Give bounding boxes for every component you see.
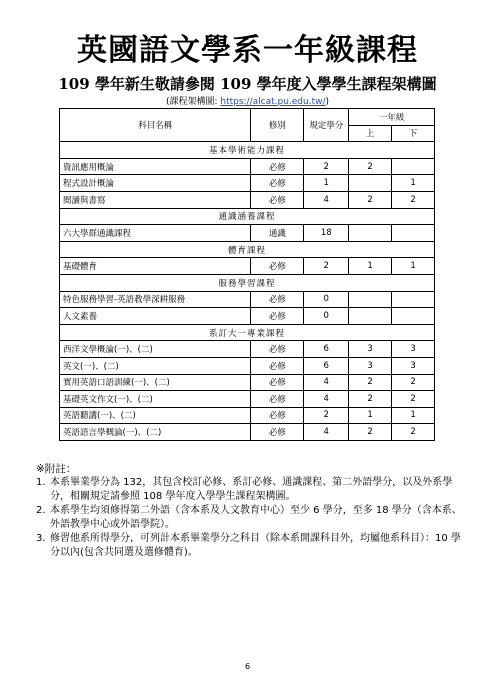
second-semester-credits: 2 bbox=[392, 424, 435, 441]
curriculum-url-line bbox=[0, 96, 495, 108]
header-second-semester: 下 bbox=[392, 125, 435, 142]
course-type: 必修 bbox=[251, 308, 304, 325]
course-type: 必修 bbox=[251, 407, 304, 424]
section-title: 服務學習課程 bbox=[60, 274, 435, 291]
first-semester-credits: 2 bbox=[349, 158, 392, 175]
page-title: 英國語文學系一年級課程 bbox=[77, 33, 418, 68]
course-name: 基礎體育 bbox=[60, 258, 251, 275]
header-type: 修別 bbox=[251, 109, 304, 142]
course-credits: 4 bbox=[304, 374, 349, 391]
header-first-semester: 上 bbox=[349, 125, 392, 142]
note-text: 本系學生均須修得第二外語（含本系及人文教育中心）至少 6 學分，至多 18 學分（含本系、外語教學中心或外語學院）。 bbox=[50, 505, 462, 530]
note-number: 3. bbox=[36, 533, 46, 544]
note-number: 1. bbox=[36, 477, 46, 488]
first-semester-credits: 2 bbox=[349, 424, 392, 441]
second-semester-credits: 2 bbox=[392, 191, 435, 208]
table-row bbox=[60, 424, 435, 441]
course-credits: 0 bbox=[304, 308, 349, 325]
section-row bbox=[60, 324, 435, 341]
notes-list bbox=[36, 476, 466, 560]
course-type: 必修 bbox=[251, 424, 304, 441]
course-type: 通識 bbox=[251, 225, 304, 242]
section-row bbox=[60, 274, 435, 291]
table-row bbox=[60, 258, 435, 275]
first-semester-credits bbox=[349, 308, 392, 325]
course-name: 英語聽講(一)、(二) bbox=[60, 407, 251, 424]
section-title: 體育課程 bbox=[60, 241, 435, 258]
course-name: 基礎英文作文(一)、(二) bbox=[60, 391, 251, 408]
page-number: 6 bbox=[244, 662, 251, 671]
course-name: 特色服務學習-英語教學深耕服務 bbox=[60, 291, 251, 308]
course-table bbox=[59, 108, 435, 441]
note-item bbox=[36, 532, 466, 560]
first-semester-credits bbox=[349, 175, 392, 192]
section-row bbox=[60, 208, 435, 225]
course-name: 實用英語口語訓練(一)、(二) bbox=[60, 374, 251, 391]
header-year: 一年級 bbox=[349, 109, 435, 126]
course-name: 英語語言學概論(一)、(二) bbox=[60, 424, 251, 441]
course-credits: 6 bbox=[304, 357, 349, 374]
second-semester-credits: 1 bbox=[392, 258, 435, 275]
course-type: 必修 bbox=[251, 158, 304, 175]
second-semester-credits: 3 bbox=[392, 357, 435, 374]
course-credits: 0 bbox=[304, 291, 349, 308]
course-name: 六大學群通識課程 bbox=[60, 225, 251, 242]
course-credits: 1 bbox=[304, 175, 349, 192]
table-row bbox=[60, 391, 435, 408]
section-row bbox=[60, 142, 435, 159]
second-semester-credits: 1 bbox=[392, 407, 435, 424]
table-row bbox=[60, 374, 435, 391]
course-credits: 4 bbox=[304, 191, 349, 208]
course-name: 程式設計概論 bbox=[60, 175, 251, 192]
url-suffix: ) bbox=[325, 97, 330, 107]
second-semester-credits bbox=[392, 158, 435, 175]
course-type: 必修 bbox=[251, 175, 304, 192]
note-text: 本系畢業學分為 132，其包含校訂必修、系訂必修、通識課程、第二外語學分，以及外系學分，相關規定請參照 108 學年度入學學生課程架構圖。 bbox=[50, 477, 453, 502]
table-row bbox=[60, 175, 435, 192]
course-credits: 4 bbox=[304, 391, 349, 408]
curriculum-link[interactable]: https://alcat.pu.edu.tw/ bbox=[220, 97, 326, 107]
note-number: 2. bbox=[36, 505, 46, 516]
second-semester-credits bbox=[392, 291, 435, 308]
second-semester-credits bbox=[392, 308, 435, 325]
course-credits: 18 bbox=[304, 225, 349, 242]
table-row bbox=[60, 225, 435, 242]
course-type: 必修 bbox=[251, 191, 304, 208]
first-semester-credits: 2 bbox=[349, 374, 392, 391]
table-row bbox=[60, 308, 435, 325]
course-credits: 4 bbox=[304, 424, 349, 441]
second-semester-credits: 1 bbox=[392, 175, 435, 192]
header-credits: 規定學分 bbox=[304, 109, 349, 142]
course-credits: 2 bbox=[304, 158, 349, 175]
section-title: 基本學術能力課程 bbox=[60, 142, 435, 159]
first-semester-credits: 1 bbox=[349, 258, 392, 275]
course-credits: 2 bbox=[304, 258, 349, 275]
second-semester-credits: 2 bbox=[392, 374, 435, 391]
course-credits: 2 bbox=[304, 407, 349, 424]
first-semester-credits bbox=[349, 291, 392, 308]
section-title: 通識涵養課程 bbox=[60, 208, 435, 225]
table-row bbox=[60, 158, 435, 175]
table-row bbox=[60, 291, 435, 308]
course-name: 人文素養 bbox=[60, 308, 251, 325]
section-title: 系訂大一專業課程 bbox=[60, 324, 435, 341]
first-semester-credits: 2 bbox=[349, 191, 392, 208]
table-row bbox=[60, 191, 435, 208]
course-table-body bbox=[60, 142, 435, 441]
note-text: 修習他系所得學分，可列計本系畢業學分之科目（除本系開課科目外，均屬他系科目）：10 學分以內(包含共同選及選修體育)。 bbox=[50, 533, 461, 558]
course-type: 必修 bbox=[251, 357, 304, 374]
url-prefix: (課程架構圖: bbox=[165, 97, 221, 107]
course-type: 必修 bbox=[251, 374, 304, 391]
table-row bbox=[60, 357, 435, 374]
first-semester-credits: 1 bbox=[349, 407, 392, 424]
course-type: 必修 bbox=[251, 341, 304, 358]
second-semester-credits: 3 bbox=[392, 341, 435, 358]
course-type: 必修 bbox=[251, 391, 304, 408]
table-row bbox=[60, 407, 435, 424]
notes-section bbox=[36, 462, 466, 560]
note-item bbox=[36, 504, 466, 532]
course-name: 閱讀與書寫 bbox=[60, 191, 251, 208]
course-type: 必修 bbox=[251, 258, 304, 275]
course-type: 必修 bbox=[251, 291, 304, 308]
course-name: 資訊應用概論 bbox=[60, 158, 251, 175]
course-name: 西洋文學概論(一)、(二) bbox=[60, 341, 251, 358]
first-semester-credits: 3 bbox=[349, 341, 392, 358]
course-name: 英文(一)、(二) bbox=[60, 357, 251, 374]
section-row bbox=[60, 241, 435, 258]
header-subject: 科目名稱 bbox=[60, 109, 251, 142]
first-semester-credits: 2 bbox=[349, 391, 392, 408]
second-semester-credits bbox=[392, 225, 435, 242]
page-subtitle: 109 學年新生敬請參閱 109 學年度入學學生課程架構圖 bbox=[58, 75, 437, 93]
course-credits: 6 bbox=[304, 341, 349, 358]
first-semester-credits: 3 bbox=[349, 357, 392, 374]
table-row bbox=[60, 341, 435, 358]
note-item bbox=[36, 476, 466, 504]
second-semester-credits: 2 bbox=[392, 391, 435, 408]
first-semester-credits bbox=[349, 225, 392, 242]
notes-heading: ※附註： bbox=[36, 463, 77, 475]
